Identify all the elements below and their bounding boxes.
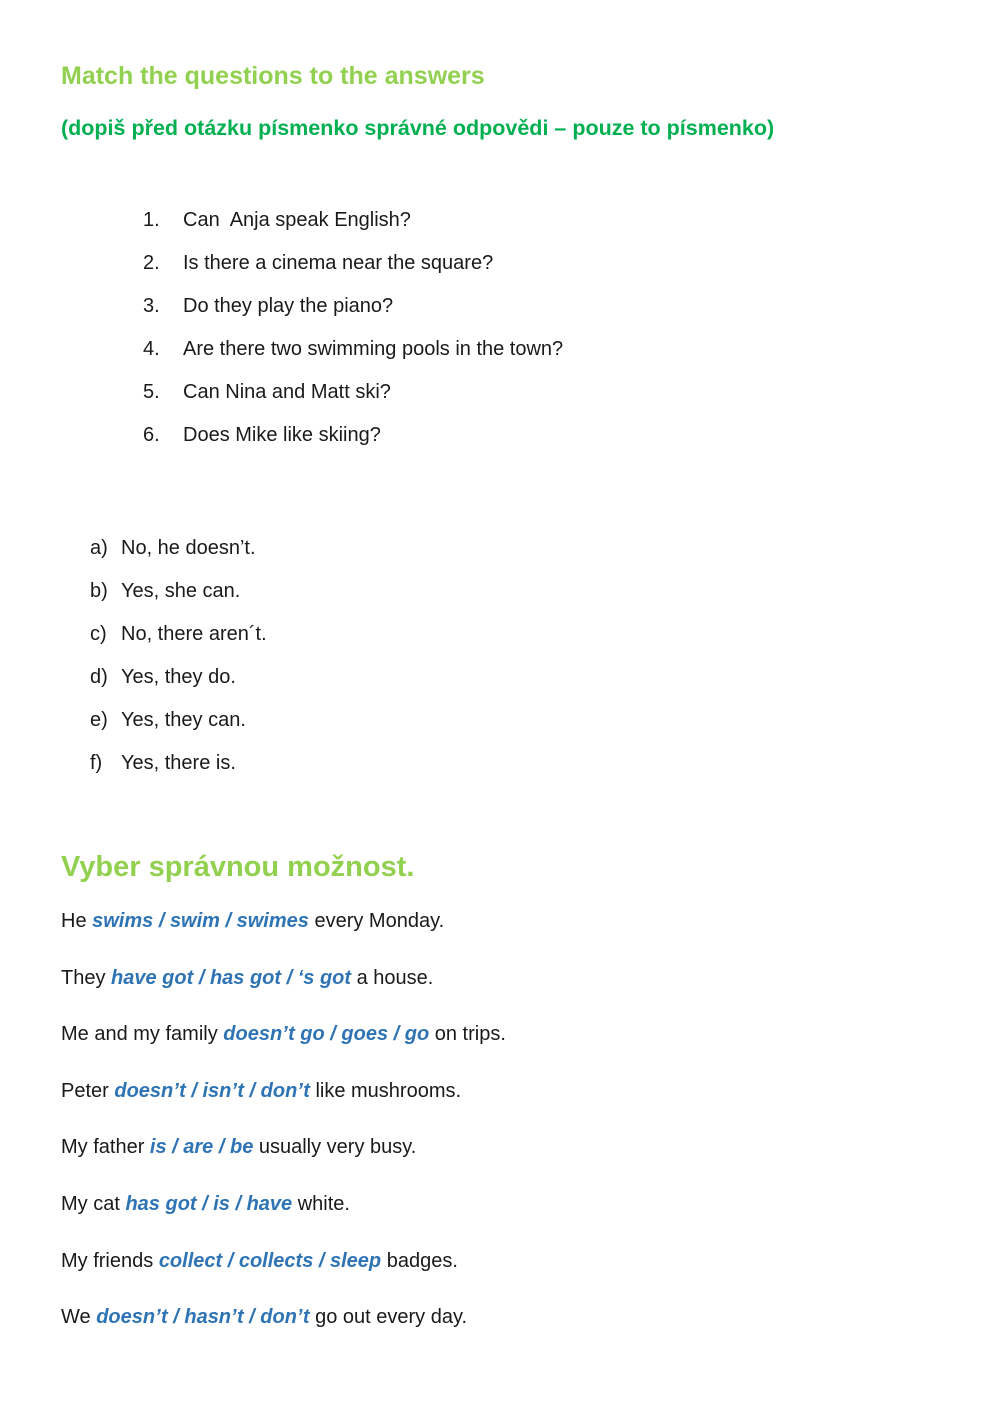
question-text: Does Mike like skiing?: [183, 424, 381, 446]
sentence-item: [61, 1187, 506, 1244]
sentence-options[interactable]: is / are / be: [149, 1136, 254, 1159]
question-number: 5.: [143, 381, 160, 403]
sentence-item: [61, 1074, 506, 1131]
answer-letter: c): [90, 623, 107, 645]
question-item: [143, 205, 563, 248]
question-item: [143, 420, 563, 463]
answer-item: [90, 748, 267, 791]
sentence-item: [61, 1017, 506, 1074]
question-item: [143, 377, 563, 420]
sentence-options[interactable]: collect / collects / sleep: [158, 1249, 382, 1272]
sentence-end: usually very busy.: [253, 1136, 417, 1159]
question-number: 4.: [143, 338, 160, 360]
sentence-start: We: [61, 1306, 97, 1329]
answer-text: Yes, she can.: [121, 580, 241, 602]
sentence-options[interactable]: have got / has got / ‘s got: [111, 966, 352, 989]
sentence-options[interactable]: doesn’t / hasn’t / don’t: [96, 1306, 310, 1329]
sentence-options[interactable]: swims / swim / swimes: [92, 910, 309, 932]
sentence-start: My father: [61, 1136, 150, 1159]
sentence-options[interactable]: doesn’t / isn’t / don’t: [114, 1079, 310, 1102]
sentence-start: My friends: [61, 1249, 159, 1272]
answer-item: [90, 533, 267, 576]
question-number: 6.: [143, 424, 160, 446]
answer-text: Yes, they can.: [121, 709, 246, 731]
answer-text: Yes, they do.: [121, 666, 236, 688]
sentence-end: white.: [292, 1192, 350, 1215]
answer-item: [90, 576, 267, 619]
answers-list: [90, 533, 267, 791]
section1-instructions: (dopiš před otázku písmenko správné odpovědi – pouze to písmenko): [61, 116, 775, 140]
question-number: 2.: [143, 252, 160, 274]
question-text: Is there a cinema near the square?: [183, 252, 494, 274]
question-text: Do they play the piano?: [183, 295, 394, 317]
sentences-list: [61, 904, 506, 1357]
sentence-item: [61, 1130, 506, 1187]
question-text: Are there two swimming pools in the town?: [183, 338, 564, 360]
sentence-item: [61, 1244, 506, 1301]
question-item: [143, 291, 563, 334]
answer-letter: e): [90, 709, 108, 731]
answer-text: No, there aren´t.: [121, 623, 267, 645]
answer-item: [90, 619, 267, 662]
sentence-options[interactable]: doesn’t go / goes / go: [223, 1023, 430, 1046]
sentence-item: [61, 961, 506, 1018]
section2-title: Vyber správnou možnost.: [61, 851, 415, 883]
question-text: Can Anja speak English?: [183, 209, 411, 231]
sentence-end: badges.: [381, 1249, 458, 1272]
sentence-item: [61, 904, 506, 961]
sentence-end: a house.: [351, 966, 434, 989]
sentence-start: Me and my family: [61, 1023, 224, 1046]
question-number: 1.: [143, 209, 160, 231]
questions-list: [143, 205, 563, 463]
answer-text: Yes, there is.: [121, 752, 236, 774]
answer-letter: f): [90, 752, 103, 774]
answer-text: No, he doesn’t.: [121, 537, 256, 559]
answer-item: [90, 662, 267, 705]
sentence-start: Peter: [61, 1079, 115, 1102]
answer-letter: d): [90, 666, 108, 688]
sentence-options[interactable]: has got / is / have: [125, 1192, 293, 1215]
sentence-end: go out every day.: [309, 1306, 468, 1329]
section1-title: Match the questions to the answers: [61, 62, 485, 90]
answer-letter: b): [90, 580, 108, 602]
question-number: 3.: [143, 295, 160, 317]
question-item: [143, 334, 563, 377]
answer-letter: a): [90, 537, 108, 559]
sentence-end: like mushrooms.: [309, 1079, 462, 1102]
question-text: Can Nina and Matt ski?: [183, 381, 391, 403]
sentence-item: [61, 1300, 506, 1357]
answer-item: [90, 705, 267, 748]
sentence-start: They: [61, 966, 112, 989]
sentence-end: every Monday.: [308, 910, 445, 932]
sentence-end: on trips.: [429, 1023, 506, 1046]
sentence-start: He: [61, 910, 93, 932]
sentence-start: My cat: [61, 1192, 126, 1215]
question-item: [143, 248, 563, 291]
